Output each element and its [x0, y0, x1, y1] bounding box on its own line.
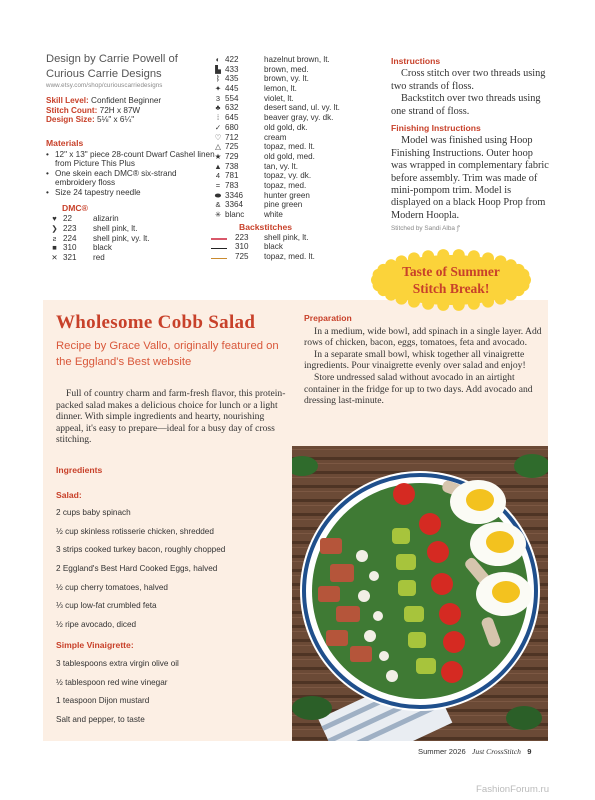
recipe-intro: Full of country charm and farm-fresh flavor, this protein-packed salad makes a delicious choice for lunch or a light dinner. With simple ingredients and hearty, nourishing appeal, it's easy to prepare—ideal for a busy day of cross stitching. — [56, 388, 286, 446]
floss-color-name: violet, lt. — [264, 93, 294, 103]
credit-line-1: Design by Carrie Powell of — [46, 53, 178, 65]
page-number: 9 — [527, 747, 532, 756]
backstitch-heading: Backstitches — [239, 221, 293, 232]
floss-color-name: pine green — [264, 200, 303, 210]
dmc-heading: DMC® — [62, 202, 88, 213]
floss-color-name: brown, med. — [264, 64, 309, 74]
floss-symbol-icon: ⬬ — [214, 190, 222, 200]
vinaigrette-heading: Simple Vinaigrette: — [56, 640, 134, 651]
preparation-p3: Store undressed salad without avocado in an airtight container in the fridge for up to two days. Add avocado and dressing last-minute. — [304, 371, 533, 407]
floss-number: 321 — [63, 252, 77, 262]
floss-key-row — [211, 171, 381, 181]
cobb-salad-photo — [292, 446, 548, 741]
floss-symbol-icon: ▙ — [215, 64, 221, 74]
ingredients-heading: Ingredients — [56, 465, 103, 475]
floss-number: 725 — [225, 142, 239, 152]
floss-symbol-icon: ✓ — [214, 122, 222, 132]
footer-season: Summer 2026 — [418, 747, 466, 756]
badge-body — [377, 255, 525, 305]
badge-line-1: Taste of Summer — [402, 264, 500, 279]
signature-squiggle-icon: ꝭ — [456, 225, 460, 233]
floss-number: 632 — [225, 103, 239, 113]
backstitch-key — [211, 233, 381, 262]
floss-key-row — [211, 55, 381, 65]
preparation-section — [304, 313, 546, 407]
recipe-source: Recipe by Grace Vallo, originally featured on the Eggland's Best website — [56, 340, 279, 368]
instructions-p1: Cross stitch over two threads using two strands of floss. — [391, 68, 546, 92]
floss-color-name: cream — [264, 132, 287, 142]
floss-key-row — [211, 65, 381, 75]
ingredient-item: 2 cups baby spinach — [56, 508, 131, 518]
floss-color-name: alizarin — [93, 214, 119, 224]
count-label: Stitch Count: — [46, 105, 98, 115]
ingredient-item: ½ cup cherry tomatoes, halved — [56, 582, 168, 592]
ingredient-item: 3 tablespoons extra virgin olive oil — [56, 658, 179, 668]
floss-number: 725 — [235, 252, 249, 262]
floss-number: 224 — [63, 233, 77, 243]
floss-symbol-icon: 4 — [215, 171, 221, 181]
skill-value: Confident Beginner — [88, 96, 162, 105]
badge-line-2: Stitch Break! — [412, 281, 490, 296]
floss-key-row — [211, 84, 381, 94]
floss-symbol-icon — [211, 242, 235, 252]
floss-key-row — [211, 133, 381, 143]
floss-key-row — [46, 234, 216, 244]
instructions-heading: Instructions — [391, 56, 441, 66]
floss-color-name: hazelnut brown, lt. — [264, 55, 330, 64]
floss-symbol-icon: ❯ — [51, 223, 58, 233]
floss-key-row — [211, 74, 381, 84]
ingredient-item: ½ cup skinless rotisserie chicken, shredded — [56, 526, 214, 536]
floss-key-row — [211, 162, 381, 172]
floss-color-name: topaz, med. lt. — [264, 252, 315, 262]
floss-key-row — [211, 94, 381, 104]
floss-color-name: topaz, med. lt. — [264, 142, 315, 152]
backstitch-line-swatch — [211, 238, 227, 240]
salad-heading: Salad: — [56, 489, 82, 500]
stitched-by-text: Stitched by Sandi Alba — [391, 225, 455, 233]
floss-key-row — [211, 142, 381, 152]
floss-symbol-icon: 3 — [215, 93, 221, 103]
preparation-p2: In a separate small bowl, whisk together all vinaigrette ingredients. Pour vinaigrette evenly over salad and enjoy! — [304, 348, 526, 372]
floss-key-row — [46, 224, 216, 234]
recipe-title: Wholesome Cobb Salad — [56, 312, 256, 333]
instructions-section — [391, 55, 551, 236]
floss-symbol-icon: ▲ — [214, 161, 222, 171]
floss-number: 422 — [225, 55, 239, 64]
preparation-p1: In a medium, wide bowl, add spinach in a single layer. Add rows of chicken, bacon, eggs, tomatoes, feta and avocado. — [304, 325, 542, 349]
floss-symbol-icon: ✦ — [214, 84, 222, 94]
floss-symbol-icon: ✳ — [214, 210, 222, 219]
backstitch-line-swatch — [211, 248, 227, 250]
finishing-heading: Finishing Instructions — [391, 123, 481, 134]
floss-symbol-icon: ⁞ — [216, 113, 220, 123]
floss-symbol-icon: ♥ — [52, 214, 57, 224]
floss-symbol-icon: ■ — [52, 243, 57, 253]
floss-symbol-icon: ƨ — [52, 233, 57, 243]
materials-item: • One skein each DMC® six-strand embroidery floss — [46, 169, 216, 188]
floss-color-name: red — [93, 252, 105, 262]
floss-color-name: beaver gray, vy. dk. — [264, 113, 334, 123]
floss-number: 645 — [225, 113, 239, 123]
materials-item: • Size 24 tapestry needle — [46, 188, 216, 198]
floss-color-name: shell pink, lt. — [93, 223, 138, 233]
floss-key-row — [46, 214, 216, 224]
floss-number: 680 — [225, 122, 239, 132]
ingredient-item: ½ ripe avocado, diced — [56, 619, 137, 629]
floss-color-name: black — [93, 243, 112, 253]
floss-color-name: topaz, med. — [264, 180, 307, 190]
floss-symbol-icon: △ — [215, 142, 221, 152]
vinaigrette-list — [56, 655, 292, 729]
ingredient-item: 2 Eggland's Best Hard Cooked Eggs, halved — [56, 563, 218, 573]
floss-symbol-icon — [211, 252, 235, 262]
pattern-specs — [46, 96, 161, 125]
floss-key-row — [211, 103, 381, 113]
finishing-p: Model was finished using Hoop Finishing Instructions. Outer hoop was wrapped in complementary fabric before assembly. Trim was made of mini-pompom trim. Model is displayed on a black Hoop Prop from Modern Hoopla. — [391, 135, 549, 221]
floss-color-name: old gold, dk. — [264, 122, 308, 132]
materials-heading: Materials — [46, 138, 84, 148]
floss-key-row — [211, 200, 381, 210]
size-value: 5⅛" x 6¼" — [94, 115, 135, 125]
floss-number: 310 — [63, 243, 77, 253]
floss-key-row — [46, 243, 216, 253]
floss-key-row — [211, 123, 381, 133]
floss-key-rows — [211, 55, 381, 220]
size-label: Design Size: — [46, 115, 95, 125]
floss-color-name: white — [264, 210, 283, 219]
floss-number: 435 — [225, 74, 239, 84]
floss-number: 781 — [225, 171, 239, 181]
floss-key-row — [211, 181, 381, 191]
materials-section — [46, 139, 216, 263]
floss-symbol-icon: & — [215, 200, 221, 210]
floss-number: 310 — [235, 242, 249, 252]
floss-color-name: topaz, vy. dk. — [264, 171, 312, 181]
floss-color-name: tan, vy. lt. — [264, 161, 299, 171]
floss-symbol-icon: ★ — [214, 151, 222, 161]
floss-number: 729 — [225, 151, 239, 161]
taste-of-summer-badge — [369, 249, 533, 311]
floss-color-name: shell pink, lt. — [264, 232, 309, 242]
floss-number: 712 — [225, 132, 239, 142]
skill-label: Skill Level: — [46, 96, 89, 105]
stitched-by — [391, 223, 551, 235]
floss-symbol-icon: ♡ — [214, 132, 222, 142]
floss-symbol-icon: ᛔ — [215, 74, 221, 84]
floss-color-name: brown, vy. lt. — [264, 74, 309, 84]
backstitch-line-swatch — [211, 258, 227, 260]
floss-number: 223 — [63, 223, 77, 233]
floss-color-name: hunter green — [264, 190, 310, 200]
preparation-heading: Preparation — [304, 313, 352, 323]
floss-key-row — [211, 210, 381, 220]
page-footer — [418, 747, 532, 756]
floss-number: 22 — [63, 214, 73, 224]
ingredient-item: 3 strips cooked turkey bacon, roughly chopped — [56, 545, 226, 555]
floss-number: 433 — [225, 64, 239, 74]
floss-number: 3346 — [225, 190, 244, 200]
footer-magazine: Just CrossStitch — [472, 747, 521, 756]
floss-key-left — [46, 214, 216, 262]
floss-key-row — [211, 191, 381, 201]
salad-list — [56, 504, 292, 634]
floss-color-name: black — [264, 242, 283, 252]
floss-symbol-icon — [211, 233, 235, 243]
ingredient-item: ½ tablespoon red wine vinegar — [56, 677, 168, 687]
floss-number: 783 — [225, 180, 239, 190]
designer-url[interactable]: www.etsy.com/shop/curiouscarriedesigns — [46, 82, 163, 89]
ingredient-item: Salt and pepper, to taste — [56, 714, 145, 724]
floss-number: 3364 — [225, 200, 244, 210]
floss-symbol-icon: ♣ — [215, 103, 221, 113]
floss-key-row — [211, 252, 381, 262]
floss-symbol-icon: ✕ — [51, 252, 58, 262]
floss-color-name: lemon, lt. — [264, 84, 297, 94]
site-watermark: FashionForum.ru — [476, 784, 550, 795]
credit-line-2: Curious Carrie Designs — [46, 68, 162, 80]
floss-key-row — [211, 113, 381, 123]
count-value: 72H x 87W — [97, 105, 141, 115]
floss-color-name: shell pink, vy. lt. — [93, 233, 150, 243]
ingredient-item: ⅓ cup low-fat crumbled feta — [56, 601, 157, 611]
ingredients-section — [56, 461, 292, 729]
ingredient-item: 1 teaspoon Dijon mustard — [56, 696, 150, 706]
floss-number: 223 — [235, 232, 249, 242]
floss-number: 445 — [225, 84, 239, 94]
floss-color-name: desert sand, ul. vy. lt. — [264, 103, 340, 113]
designer-credit — [46, 52, 206, 82]
instructions-p2: Backstitch over two threads using one strand of floss. — [391, 93, 541, 117]
floss-color-name: old gold, med. — [264, 151, 315, 161]
floss-key-row — [211, 152, 381, 162]
floss-symbol-icon: ◐ — [215, 55, 221, 64]
floss-number: 554 — [225, 93, 239, 103]
materials-list — [46, 150, 216, 198]
floss-symbol-icon: = — [215, 180, 221, 190]
floss-key-right — [211, 55, 381, 262]
floss-key-row — [211, 233, 381, 243]
floss-key-row — [46, 253, 216, 263]
materials-item: • 12" x 13" piece 28-count Dwarf Cashel linen from Picture This Plus — [46, 150, 216, 169]
floss-key-row — [211, 242, 381, 252]
floss-number: 738 — [225, 161, 239, 171]
floss-number: blanc — [225, 210, 245, 219]
